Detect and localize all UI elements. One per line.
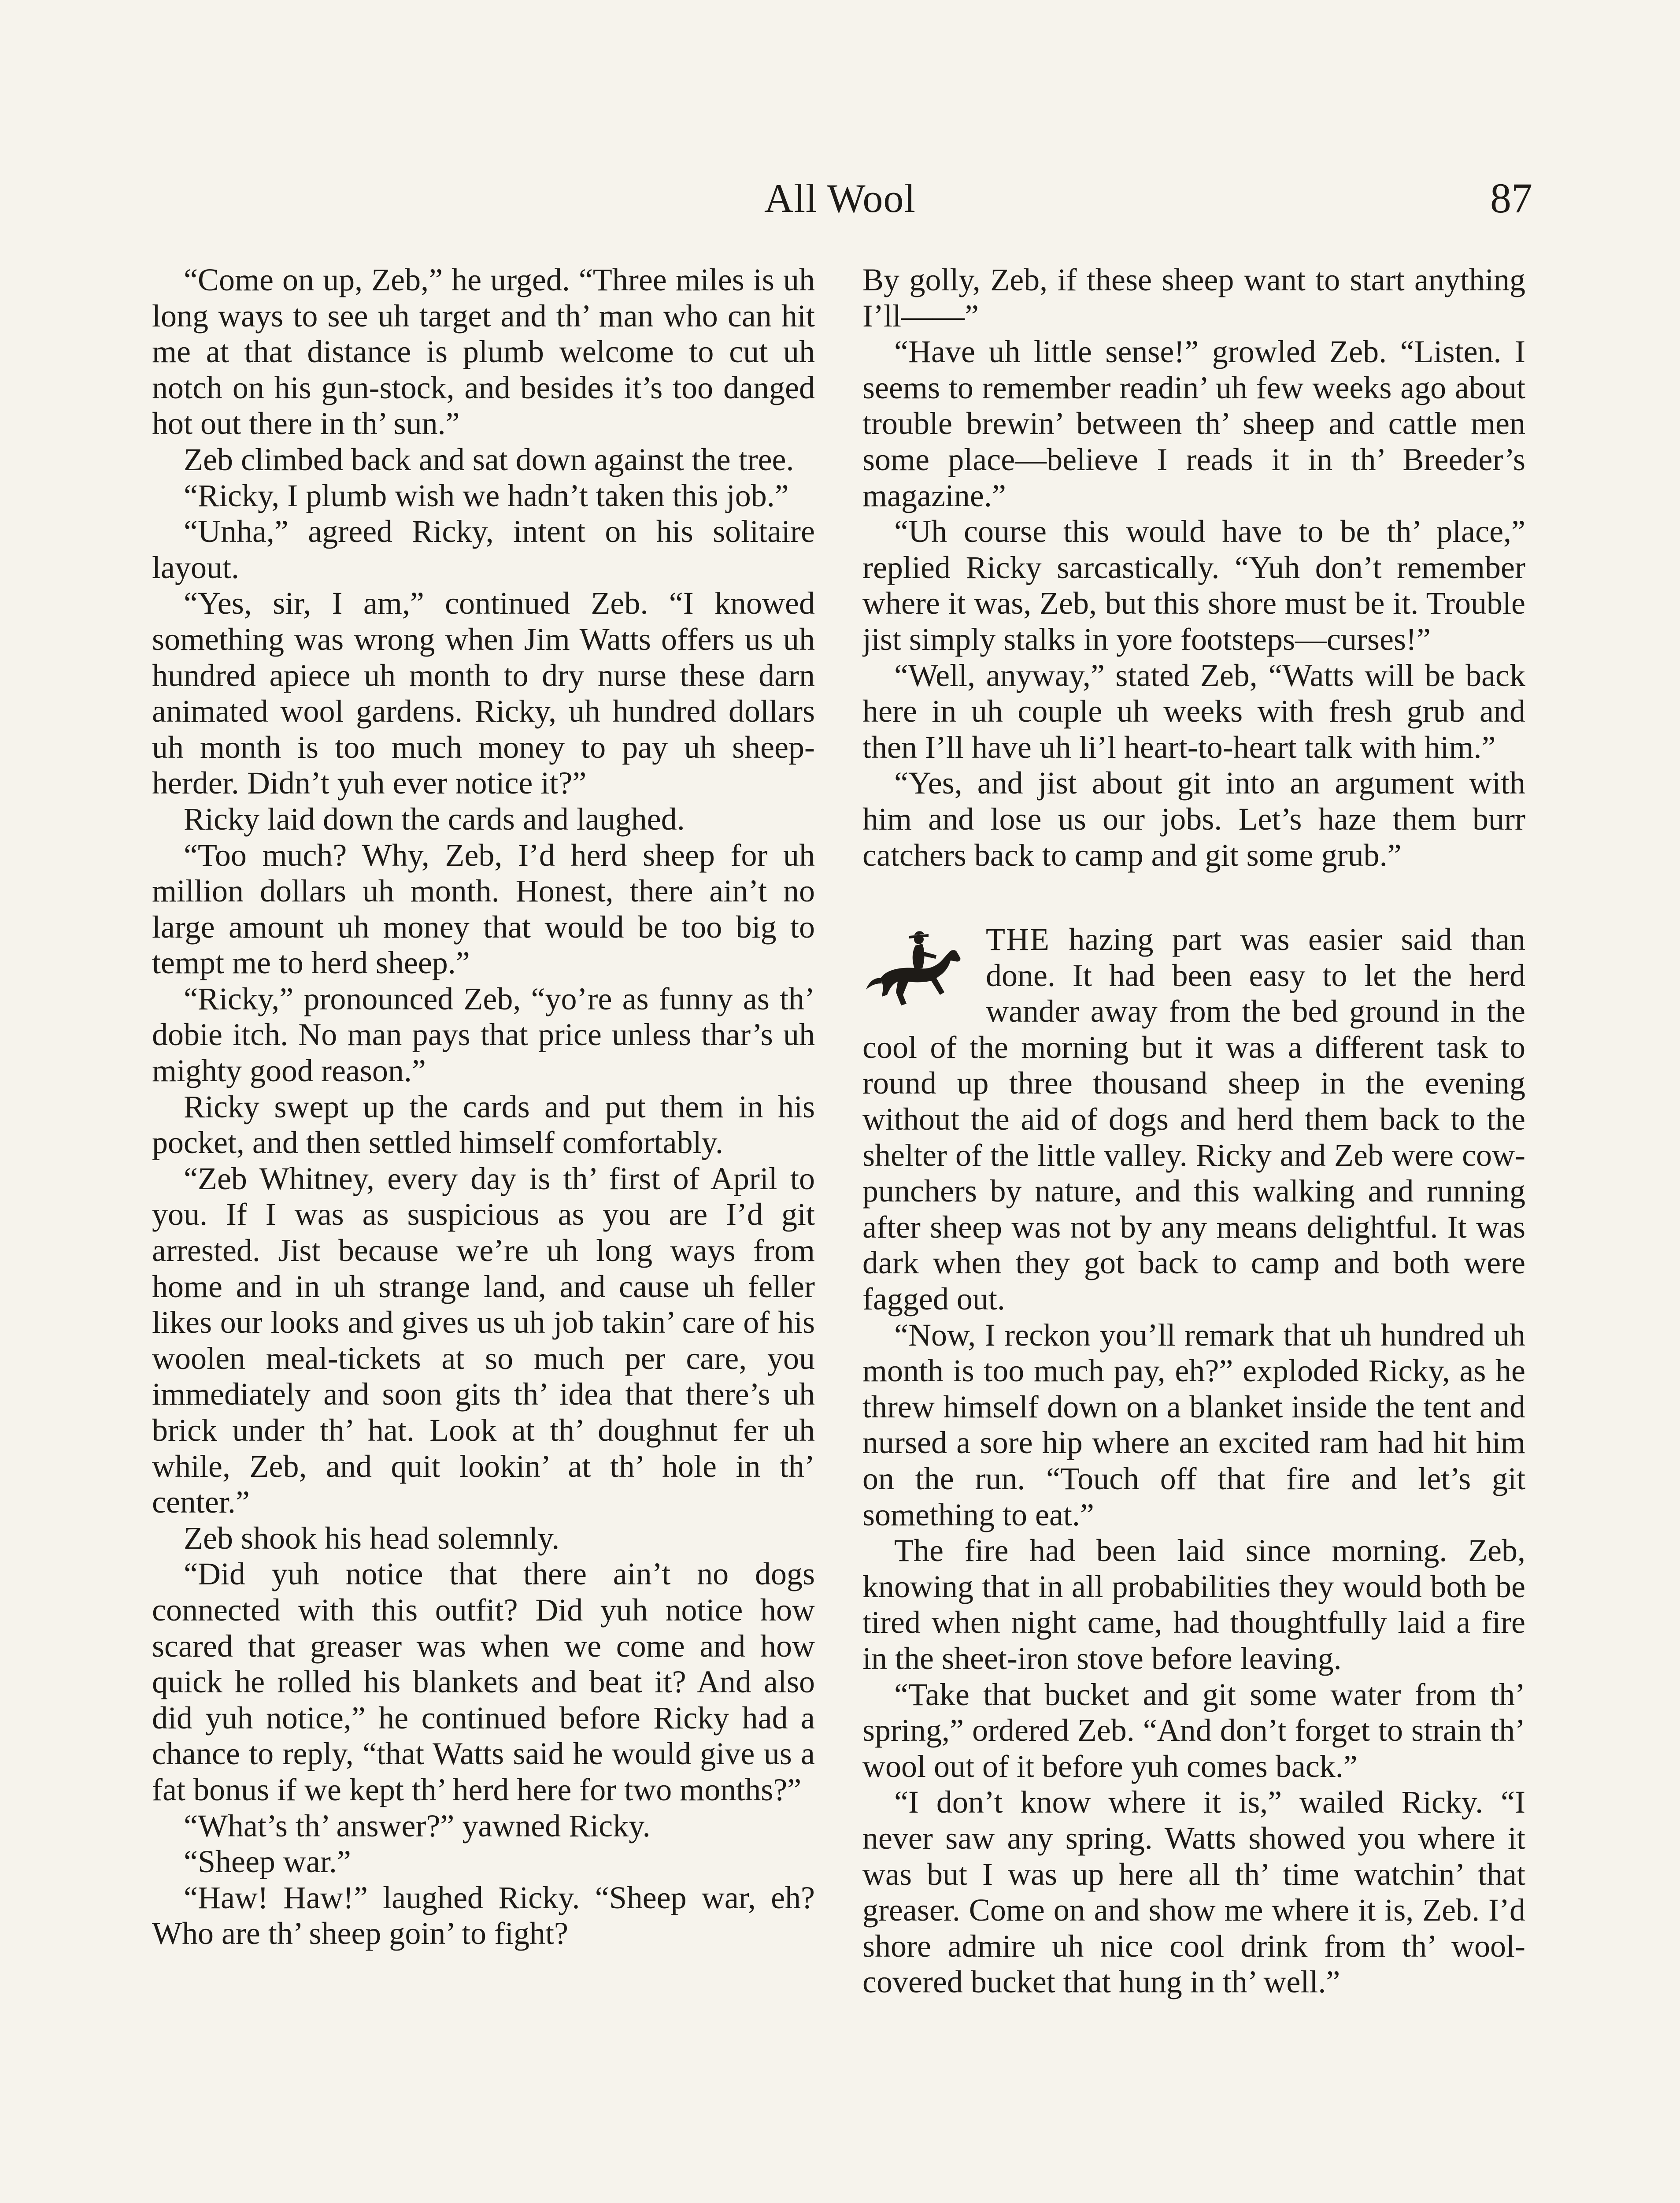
running-head — [0, 163, 1680, 234]
paragraph: “I don’t know where it is,” wailed Ricky. “I never saw any spring. Watts showed you where it was but I was up here all th’ time watchin’ that greaser. Come on and show me where it is, Zeb. I’d shore admire uh nice cool drink from th’ wool-covered bucket that hung in th’ well.” — [862, 1784, 1525, 2000]
section-break — [862, 873, 1525, 922]
paragraph: “Now, I reckon you’ll remark that uh hundred uh month is too much pay, eh?” exploded Ricky, as he threw himself down on a blanket inside the tent and nursed a sore hip where an excited ram had hit him on the run. “Touch off that fire and let’s git something to eat.” — [862, 1317, 1525, 1532]
paragraph: “Ricky, I plumb wish we hadn’t taken this job.” — [184, 478, 789, 513]
paragraph-continued: By golly, Zeb, if these sheep want to start anything I’ll——” — [862, 262, 1525, 334]
left-column — [152, 262, 815, 2203]
paragraph: “Well, anyway,” stated Zeb, “Watts will be back here in uh couple uh weeks with fresh grub and then I’ll have uh li’l heart-to-heart talk with him.” — [862, 657, 1525, 765]
paragraph: Ricky swept up the cards and put them in his pocket, and then settled himself comfortably. — [152, 1089, 815, 1161]
paragraph: “Too much? Why, Zeb, I’d herd sheep for uh million dollars uh month. Honest, there ain’t no large amount uh money that would be too big to tempt me to herd sheep.” — [152, 837, 815, 981]
paragraph: “Did yuh notice that there ain’t no dogs connected with this outfit? Did yuh notice how scared that greaser was when we come and how quick he rolled his blankets and beat it? And also did yuh notice,” he continued before Ricky had a chance to reply, “that Watts said he would give us a fat bonus if we kept th’ herd here for two months?” — [152, 1556, 815, 1807]
lead-text: hazing part was easier said than done. It had been easy to let the herd wander away from the bed ground in the cool of the morning but it was a different task to round up three thousand sheep in the evening without the aid of dogs and herd them back to the shelter of the little valley. Ricky and Zeb were cow-punchers by nature, and this walking and running after sheep was not by any means delightful. It was dark when they got back to camp and both were fagged out. — [862, 922, 1525, 1317]
paragraph: “Haw! Haw!” laughed Ricky. “Sheep war, eh? Who are th’ sheep goin’ to fight? — [152, 1880, 815, 1951]
paragraph: “Ricky,” pronounced Zeb, “yo’re as funny as th’ dobie itch. No man pays that price unless thar’s uh mighty good reason.” — [152, 981, 815, 1089]
paragraph: “Come on up, Zeb,” he urged. “Three miles is uh long ways to see uh target and th’ man who can hit me at that distance is plumb welcome to cut uh notch on his gun-stock, and besides it’s too danged hot out there in th’ sun.” — [152, 262, 815, 441]
paragraph: “Uh course this would have to be th’ place,” replied Ricky sarcastically. “Yuh don’t remember where it was, Zeb, but this shore must be it. Trouble jist simply stalks in yore footsteps—curses!” — [862, 514, 1525, 657]
paragraph: “Zeb Whitney, every day is th’ first of April to you. If I was as suspicious as you are I’d git arrested. Jist because we’re uh long ways from home and in uh strange land, and cause uh feller likes our looks and gives us uh job takin’ care of his woolen meal-tickets at so much per care, you immediately and soon gits th’ idea that there’s uh brick under th’ hat. Look at th’ doughnut fer uh while, Zeb, and quit lookin’ at th’ hole in th’ center.” — [152, 1161, 815, 1520]
running-title: All Wool — [764, 176, 916, 221]
section-lead-paragraph — [862, 922, 1525, 1317]
paragraph: “Yes, and jist about git into an argument with him and lose us our jobs. Let’s haze them burr catchers back to camp and git some grub.” — [862, 765, 1525, 873]
paragraph: “Take that bucket and git some water from th’ spring,” ordered Zeb. “And don’t forget to strain th’ wool out of it before yuh comes back.” — [862, 1676, 1525, 1784]
paragraph: Zeb climbed back and sat down against the tree. — [184, 441, 794, 477]
paragraph: “Yes, sir, I am,” continued Zeb. “I knowed something was wrong when Jim Watts offers us uh hundred apiece uh month to dry nurse these darn animated wool gardens. Ricky, uh hundred dollars uh month is too much money to pay uh sheep-herder. Didn’t yuh ever notice it?” — [152, 586, 815, 801]
paragraph: Zeb shook his head solemnly. — [184, 1520, 560, 1556]
paragraph: “Have uh little sense!” growled Zeb. “Listen. I seems to remember readin’ uh few weeks ago about trouble brewin’ between th’ sheep and cattle men some place—believe I reads it in th’ Breeder’s magazine.” — [862, 334, 1525, 513]
right-column — [862, 262, 1525, 2203]
paragraph: Ricky laid down the cards and laughed. — [184, 801, 685, 837]
paragraph: “What’s th’ answer?” yawned Ricky. — [184, 1808, 651, 1843]
paragraph: “Unha,” agreed Ricky, intent on his solitaire layout. — [152, 514, 815, 585]
horse-and-rider-icon — [862, 926, 968, 1014]
page-number: 87 — [1490, 174, 1532, 222]
lead-word: THE — [986, 922, 1050, 957]
paragraph: “Sheep war.” — [184, 1844, 351, 1880]
paragraph: The fire had been laid since morning. Zeb, knowing that in all probabilities they would both be tired when night came, had thoughtfully laid a fire in the sheet-iron stove before leaving. — [862, 1533, 1525, 1676]
